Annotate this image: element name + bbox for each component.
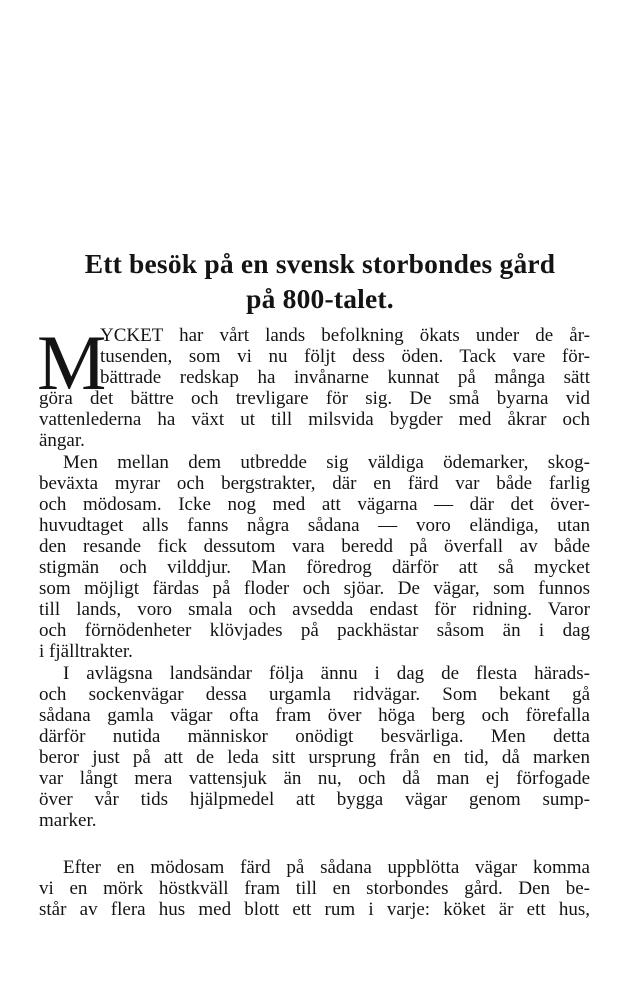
chapter-title-line-2: på 800-talet. [246,283,394,314]
text-line: över vår tids hjälpmedel att bygga vägar genom sump- [39,789,590,811]
chapter-title-line-1: Ett besök på en svensk storbondes gård [84,248,556,279]
text-line: beväxta myrar och bergstrakter, där en färd var både farlig [39,472,590,494]
text-line: därför nutida människor onödigt besvärliga. Men detta [39,725,590,747]
text-line: och förnödenheter klövjades på packhästar såsom än i dag [39,620,590,642]
paragraph-3 [39,663,590,832]
paragraph-4 [39,857,590,920]
text-line: beror just på att de leda sitt ursprung från en tid, då marken [39,746,590,768]
body-text [37,319,590,921]
text-line: Efter en mödosam färd på sådana uppblötta vägar komma [63,857,590,879]
text-line: I avlägsna landsändar följa ännu i dag de flesta härads- [63,662,590,684]
text-line: och sockenvägar dessa urgamla ridvägar. Som bekant gå [39,683,590,705]
text-line: som möjligt färdas på floder och sjöar. De vägar, som funnos [39,578,590,600]
text-line: marker. [39,810,97,832]
paragraph-1 [37,319,590,452]
paragraph-gap [39,831,590,857]
text-line: göra det bättre och trevligare för sig. De små byarna vid [39,388,590,410]
text-line: den resande fick dessutom vara beredd på överfall av både [39,535,590,557]
text-line: och mödosam. Icke nog med att vägarna — där det över- [39,493,590,515]
text-line: sådana gamla vägar ofta fram över höga berg och förefalla [39,704,590,726]
text-line: till lands, voro smala och avsedda endast för ridning. Varor [39,599,590,621]
text-line: tusenden, som vi nu följt dess öden. Tack vare för- [100,346,590,368]
text-line: vattenlederna ha växt ut till milsvida bygder med åkrar och [39,409,590,431]
text-line: står av flera hus med blott ett rum i varje: köket är ett hus, [39,899,590,921]
text-line: i fjälltrakter. [39,641,133,663]
text-line: stigmän och vilddjur. Man föredrog därför att så mycket [39,557,590,579]
text-line: ängar. [39,430,85,452]
paragraph-2 [39,452,590,663]
text-line: bättrade redskap ha invånarne kunnat på många sätt [100,367,590,389]
text-line: vi en mörk höstkväll fram till en storbondes gård. Den be- [39,878,590,900]
drop-cap: M [37,319,105,406]
text-line: Men mellan dem utbredde sig väldiga ödemarker, skog- [63,451,590,473]
text-line: YCKET har vårt lands befolkning ökats under de år- [100,325,590,346]
text-line: huvudtaget alls fanns några sådana — voro eländiga, utan [39,514,590,536]
text-line: var långt mera vattensjuk än nu, och då man ej förfogade [39,767,590,789]
